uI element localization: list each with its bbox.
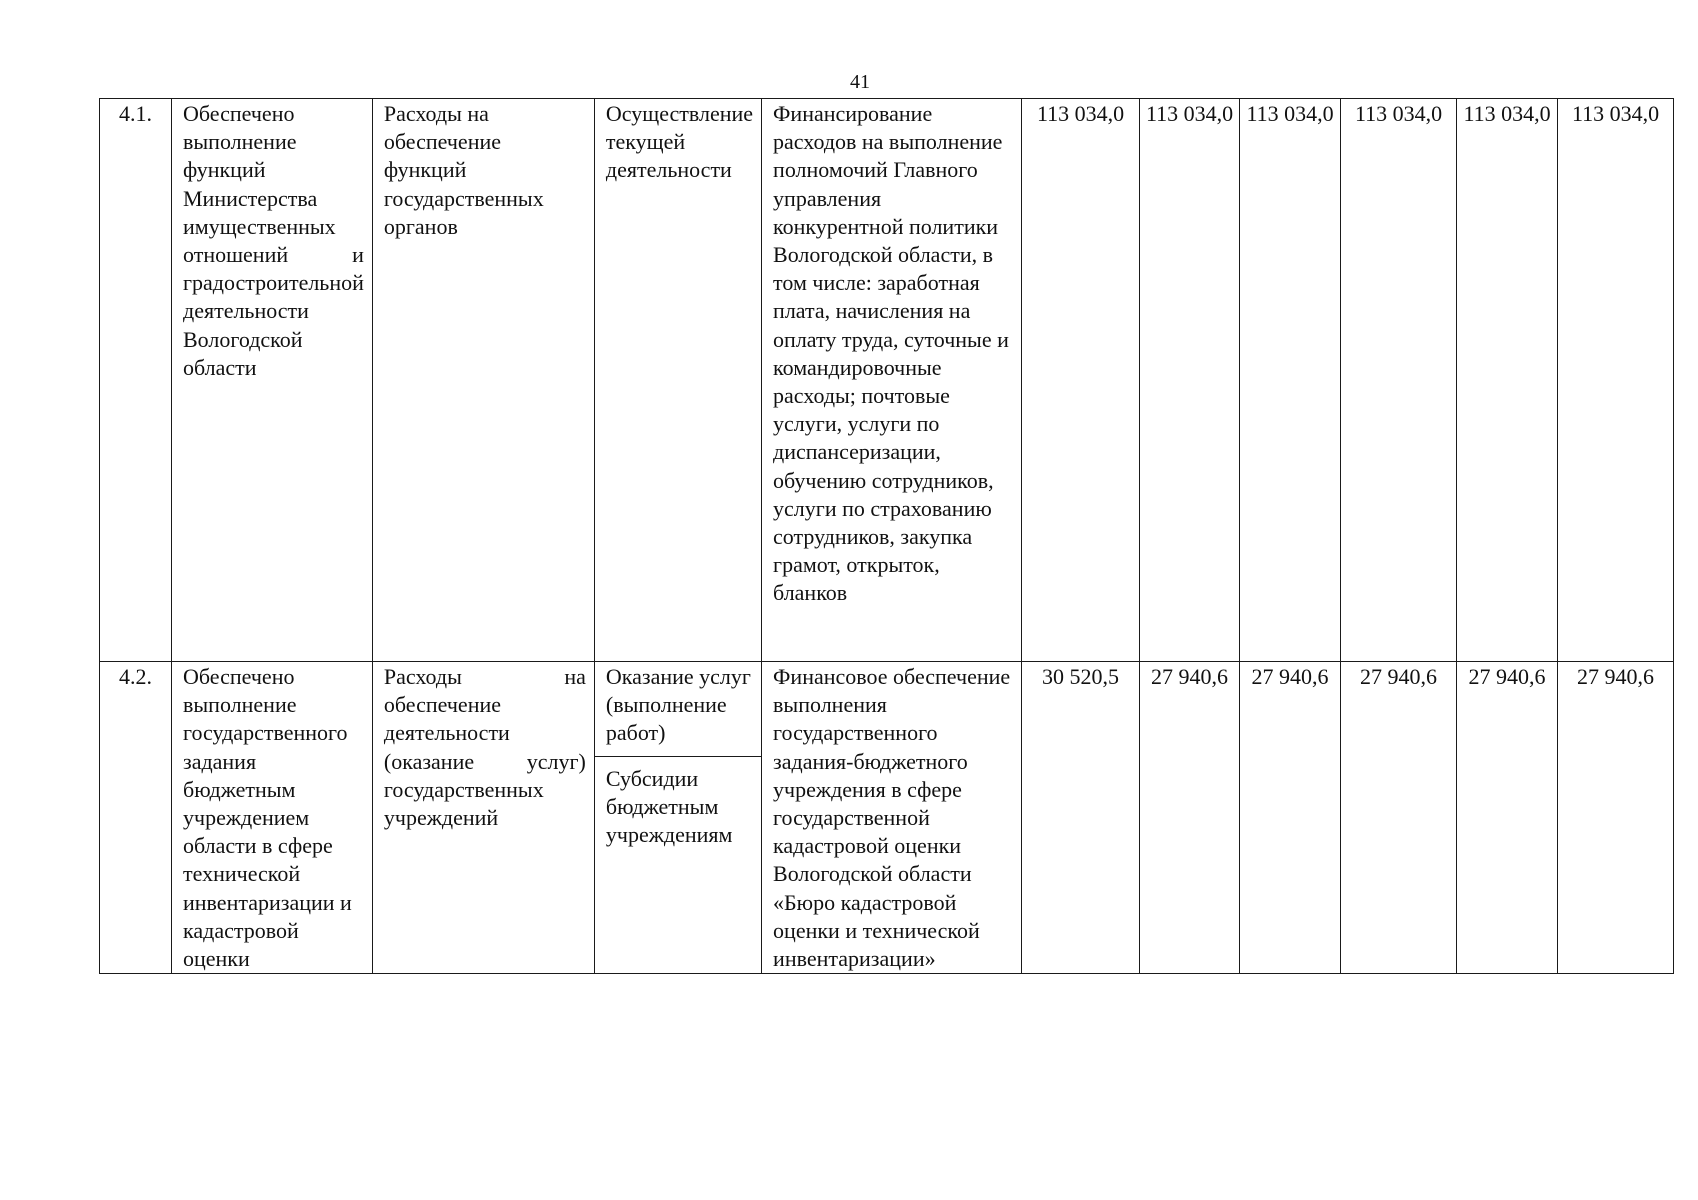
activity-text: Оказание услуг (выполнение работ) — [595, 662, 761, 757]
value-cell — [1457, 99, 1558, 662]
value-1: 30 520,5 — [1042, 664, 1120, 689]
page-number: 41 — [850, 71, 870, 93]
expense-cell — [372, 662, 594, 974]
result-cell — [172, 99, 373, 662]
value-cell — [1558, 99, 1674, 662]
result-text: Обеспечено выполнение государственного задания бюджетным учреждением области в сфере технической инвентаризации и кадастровой оценки — [183, 664, 352, 972]
value-cell — [1240, 99, 1341, 662]
value-4: 113 034,0 — [1354, 101, 1443, 126]
expense-text: Расходы на обеспечение деятельности (оказание услуг) государственных учреждений — [383, 664, 586, 831]
value-6: 27 940,6 — [1577, 664, 1655, 689]
value-cell — [1558, 662, 1674, 974]
value-3: 113 034,0 — [1246, 101, 1334, 126]
description-cell — [762, 99, 1022, 662]
row-code: 4.2. — [119, 664, 152, 689]
value-cell — [1240, 662, 1341, 974]
value-5: 27 940,6 — [1468, 664, 1546, 689]
result-text: Обеспечено выполнение функций Министерства имущественных отношений и градостроительной деятельности Вологодской области — [183, 101, 364, 380]
value-cell — [1341, 662, 1457, 974]
description-text: Финансовое обеспечение выполнения государственного задания-бюджетного учреждения в сфере государственной кадастровой оценки Вологодской области «Бюро кадастровой оценки и технической инвентаризации» — [773, 664, 1011, 972]
value-cell — [1140, 662, 1240, 974]
row-code-cell — [100, 99, 172, 662]
value-3: 27 940,6 — [1251, 664, 1329, 689]
description-cell — [762, 662, 1022, 974]
value-4: 27 940,6 — [1360, 664, 1438, 689]
value-2: 113 034,0 — [1145, 101, 1234, 126]
table-row — [100, 99, 1674, 662]
activity-cell — [594, 662, 761, 974]
value-1: 113 034,0 — [1036, 101, 1125, 126]
activity-text: Осуществление текущей деятельности — [605, 101, 754, 183]
expense-text: Расходы на обеспечение функций государственных органов — [383, 101, 544, 239]
activity-cell — [594, 99, 761, 662]
value-2: 27 940,6 — [1151, 664, 1229, 689]
value-cell — [1022, 662, 1140, 974]
result-cell — [172, 662, 373, 974]
value-cell — [1341, 99, 1457, 662]
value-cell — [1022, 99, 1140, 662]
expense-cell — [372, 99, 594, 662]
value-6: 113 034,0 — [1571, 101, 1660, 126]
table-row — [100, 662, 1674, 974]
row-code: 4.1. — [119, 101, 152, 126]
activity-subsidy-text: Субсидии бюджетным учреждениям — [605, 765, 733, 848]
description-text: Финансирование расходов на выполнение полномочий Главного управления конкурентной политики Вологодской области, в том числе: заработная плата, начисления на оплату труда, суточные и командировочные расходы; почтовые услуги, услуги по диспансеризации, обучению сотрудников, услуги по страхованию сотрудников, закупка грамот, открыток, бланков — [773, 101, 1009, 606]
value-cell — [1140, 99, 1240, 662]
value-5: 113 034,0 — [1463, 101, 1551, 126]
expense-table — [99, 98, 1674, 974]
value-cell — [1457, 662, 1558, 974]
row-code-cell — [100, 662, 172, 974]
